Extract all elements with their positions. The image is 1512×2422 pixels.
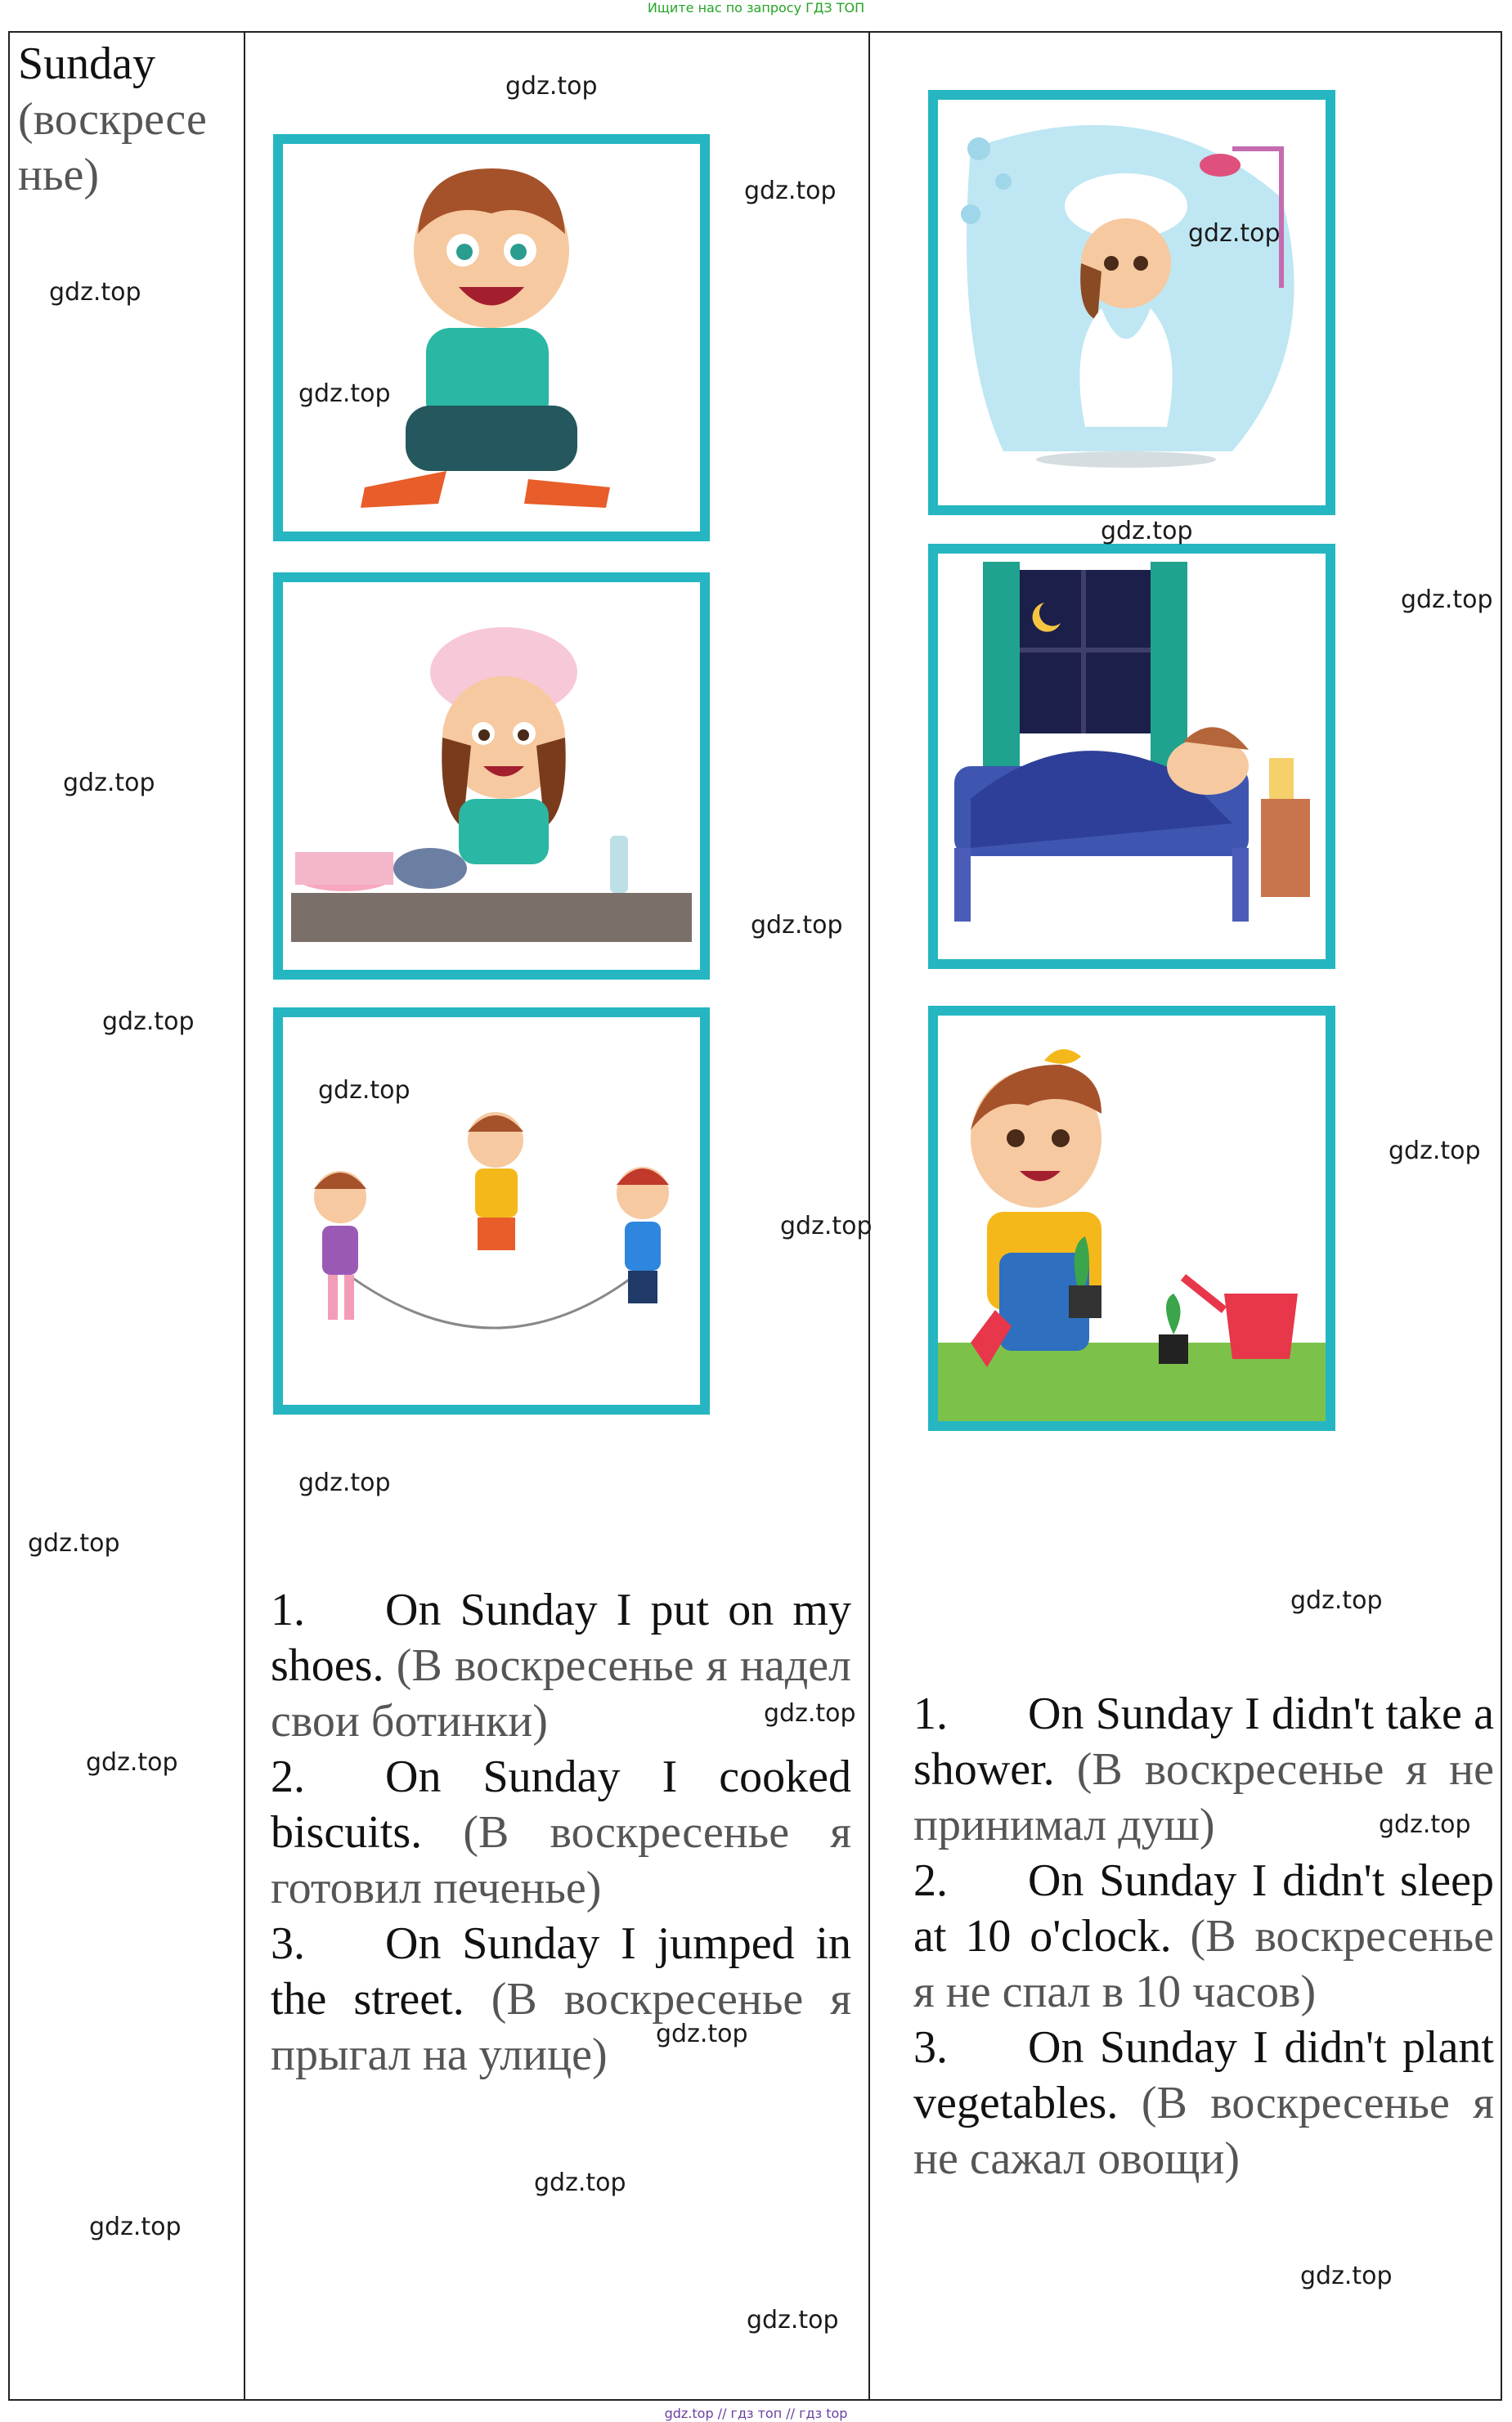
watermark: gdz.top	[744, 177, 837, 205]
watermark: gdz.top	[89, 2213, 182, 2241]
girl-taking-shower-icon	[928, 90, 1335, 515]
watermark: gdz.top	[1290, 1586, 1383, 1615]
day-label	[18, 36, 239, 203]
girl-planting-vegetables-icon	[928, 1006, 1335, 1431]
answer-item: 1. On Sunday I put on my shoes. (В воскресенье я надел свои ботинки)	[271, 1585, 852, 1747]
watermark: gdz.top	[747, 2306, 839, 2335]
kids-jumping-rope-icon	[273, 1007, 710, 1415]
watermark: gdz.top	[1188, 219, 1281, 248]
answers-left	[271, 1582, 851, 2083]
watermark: gdz.top	[780, 1212, 873, 1240]
watermark: gdz.top	[63, 769, 155, 797]
watermark: gdz.top	[318, 1076, 411, 1105]
answers-right	[913, 1686, 1494, 2187]
search-hint: Ищите нас по запросу ГДЗ ТОП	[647, 0, 865, 16]
answer-text-ru: (В воскресенье я надел свои ботинки)	[271, 1640, 852, 1747]
answer-item: 2. On Sunday I didn't sleep at 10 o'clock. (В воскресенье я не спал в 10 часов)	[913, 1855, 1494, 2017]
answer-text-en: On Sunday I didn't take a shower.	[913, 1689, 1494, 1795]
footer-note: gdz.top // гдз топ // гдз top	[664, 2406, 848, 2421]
answer-text-en: On Sunday I cooked biscuits.	[271, 1751, 851, 1858]
answer-text-en: On Sunday I jumped in the street.	[271, 1918, 851, 2025]
watermark: gdz.top	[1300, 2262, 1393, 2290]
watermark: gdz.top	[298, 379, 391, 408]
answer-text-ru: (В воскресенье я не сажал овощи)	[913, 2078, 1495, 2184]
watermark: gdz.top	[656, 2020, 748, 2048]
answer-item: 1. On Sunday I didn't take a shower. (В воскресенье я не принимал душ)	[913, 1689, 1494, 1850]
answer-text-en: On Sunday I didn't sleep at 10 o'clock.	[913, 1855, 1494, 1962]
watermark: gdz.top	[1101, 517, 1193, 545]
watermark: gdz.top	[49, 278, 141, 307]
day-label-ru-line1: (воскресе	[18, 94, 207, 145]
answer-item: 3. On Sunday I didn't plant vegetables. (В воскресенье я не сажал овощи)	[913, 2022, 1495, 2184]
day-label-en: Sunday	[18, 38, 155, 89]
watermark: gdz.top	[1401, 585, 1493, 614]
watermark: gdz.top	[86, 1748, 178, 1777]
answer-text-en: On Sunday I didn't plant vegetables.	[913, 2022, 1494, 2128]
answer-item: 3. On Sunday I jumped in the street. (В воскресенье я прыгал на улице)	[271, 1918, 852, 2080]
watermark: gdz.top	[28, 1529, 120, 1558]
watermark: gdz.top	[1389, 1137, 1481, 1165]
answer-text-ru: (В воскресенье я прыгал на улице)	[271, 1974, 852, 2080]
answer-item: 2. On Sunday I cooked biscuits. (В воскресенье я готовил печенье)	[271, 1751, 852, 1913]
watermark: gdz.top	[102, 1007, 195, 1036]
answer-text-ru: (В воскресенье я готовил печенье)	[271, 1807, 852, 1913]
answer-text-ru: (В воскресенье я не принимал душ)	[913, 1744, 1494, 1850]
girl-baking-cake-icon	[273, 572, 710, 980]
child-sleeping-in-bed-icon	[928, 544, 1335, 969]
boy-tying-shoes-icon	[273, 134, 710, 541]
watermark: gdz.top	[505, 72, 598, 101]
answer-text-ru: (В воскресенье я не спал в 10 часов)	[913, 1911, 1494, 2017]
watermark: gdz.top	[764, 1699, 856, 1728]
day-label-ru-line2: нье)	[18, 150, 100, 200]
answer-text-en: On Sunday I put on my shoes.	[271, 1585, 851, 1691]
watermark: gdz.top	[1379, 1810, 1471, 1839]
column-divider	[244, 33, 245, 2399]
watermark: gdz.top	[751, 911, 843, 940]
watermark: gdz.top	[298, 1469, 391, 1497]
watermark: gdz.top	[534, 2169, 626, 2197]
